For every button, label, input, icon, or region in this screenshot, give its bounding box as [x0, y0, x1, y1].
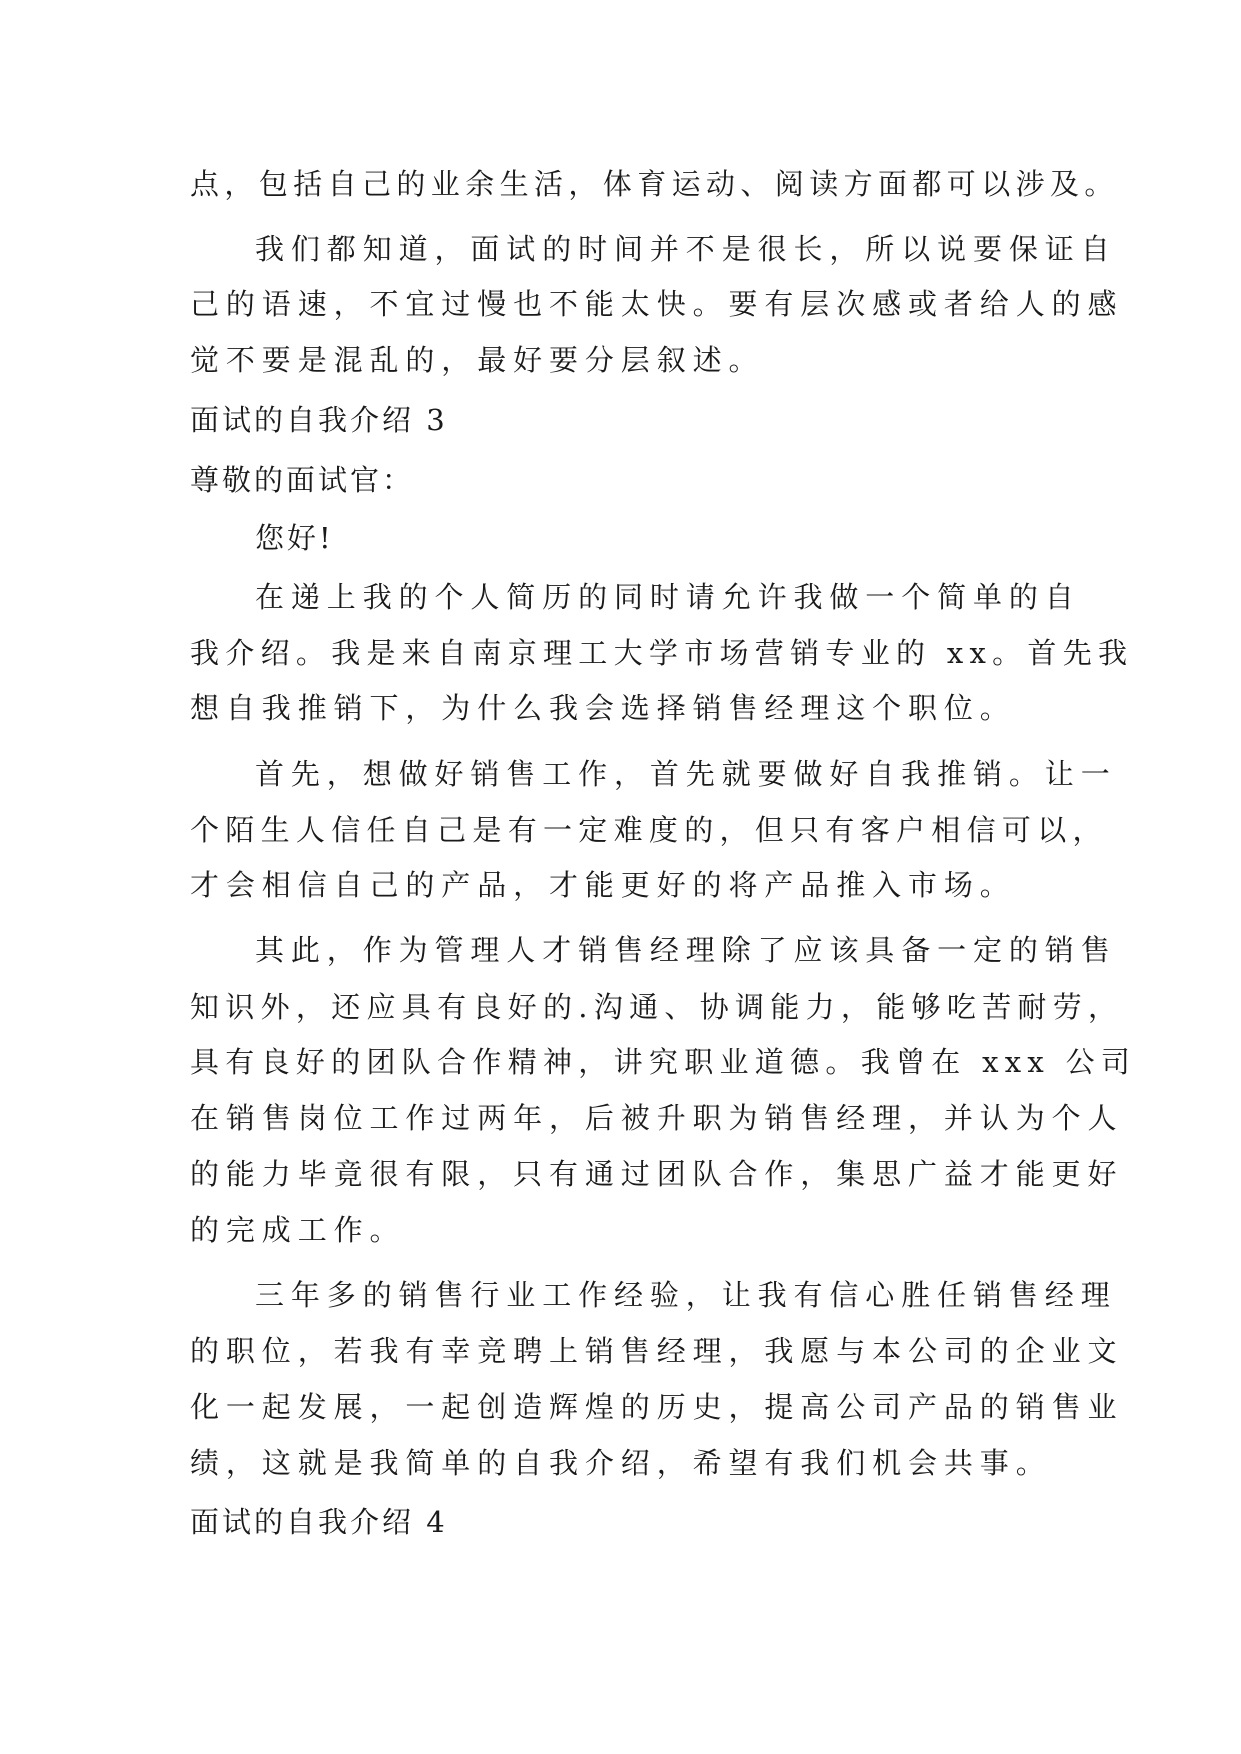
paragraph-line: 己的语速，不宜过慢也不能太快。要有层次感或者给人的感 [190, 287, 1124, 321]
paragraph-line: 的职位，若我有幸竞聘上销售经理，我愿与本公司的企业文 [190, 1334, 1124, 1368]
paragraph-line: 绩，这就是我简单的自我介绍，希望有我们机会共事。 [190, 1446, 1052, 1480]
paragraph-line: 觉不要是混乱的，最好要分层叙述。 [190, 343, 765, 377]
paragraph-line: 的完成工作。 [190, 1213, 406, 1247]
paragraph-line: 在递上我的个人简历的同时请允许我做一个简单的自 [255, 580, 1081, 614]
greeting: 您好! [255, 521, 334, 555]
paragraph-line: 首先，想做好销售工作，首先就要做好自我推销。让一 [255, 757, 1117, 791]
paragraph-line: 个陌生人信任自己是有一定难度的，但只有客户相信可以， [190, 813, 1108, 847]
paragraph-line: 具有良好的团队合作精神，讲究职业道德。我曾在 xxx 公司 [190, 1045, 1137, 1079]
paragraph-line: 点，包括自己的业余生活，体育运动、阅读方面都可以涉及。 [190, 167, 1119, 201]
paragraph-line: 在销售岗位工作过两年，后被升职为销售经理，并认为个人 [190, 1101, 1124, 1135]
salutation: 尊敬的面试官： [190, 463, 415, 497]
paragraph-line: 我们都知道，面试的时间并不是很长，所以说要保证自 [255, 232, 1117, 266]
paragraph-line: 其此，作为管理人才销售经理除了应该具备一定的销售 [255, 933, 1117, 967]
paragraph-line: 化一起发展，一起创造辉煌的历史，提高公司产品的销售业 [190, 1390, 1124, 1424]
paragraph-line: 才会相信自己的产品，才能更好的将产品推入市场。 [190, 868, 1016, 902]
paragraph-line: 我介绍。我是来自南京理工大学市场营销专业的 xx。首先我 [190, 636, 1134, 670]
paragraph-line: 知识外，还应具有良好的.沟通、协调能力，能够吃苦耐劳， [190, 990, 1124, 1024]
section-heading: 面试的自我介绍 3 [190, 403, 448, 437]
section-heading: 面试的自我介绍 4 [190, 1505, 448, 1539]
paragraph-line: 想自我推销下，为什么我会选择销售经理这个职位。 [190, 691, 1016, 725]
paragraph-line: 三年多的销售行业工作经验，让我有信心胜任销售经理 [255, 1278, 1117, 1312]
paragraph-line: 的能力毕竟很有限，只有通过团队合作，集思广益才能更好 [190, 1157, 1124, 1191]
